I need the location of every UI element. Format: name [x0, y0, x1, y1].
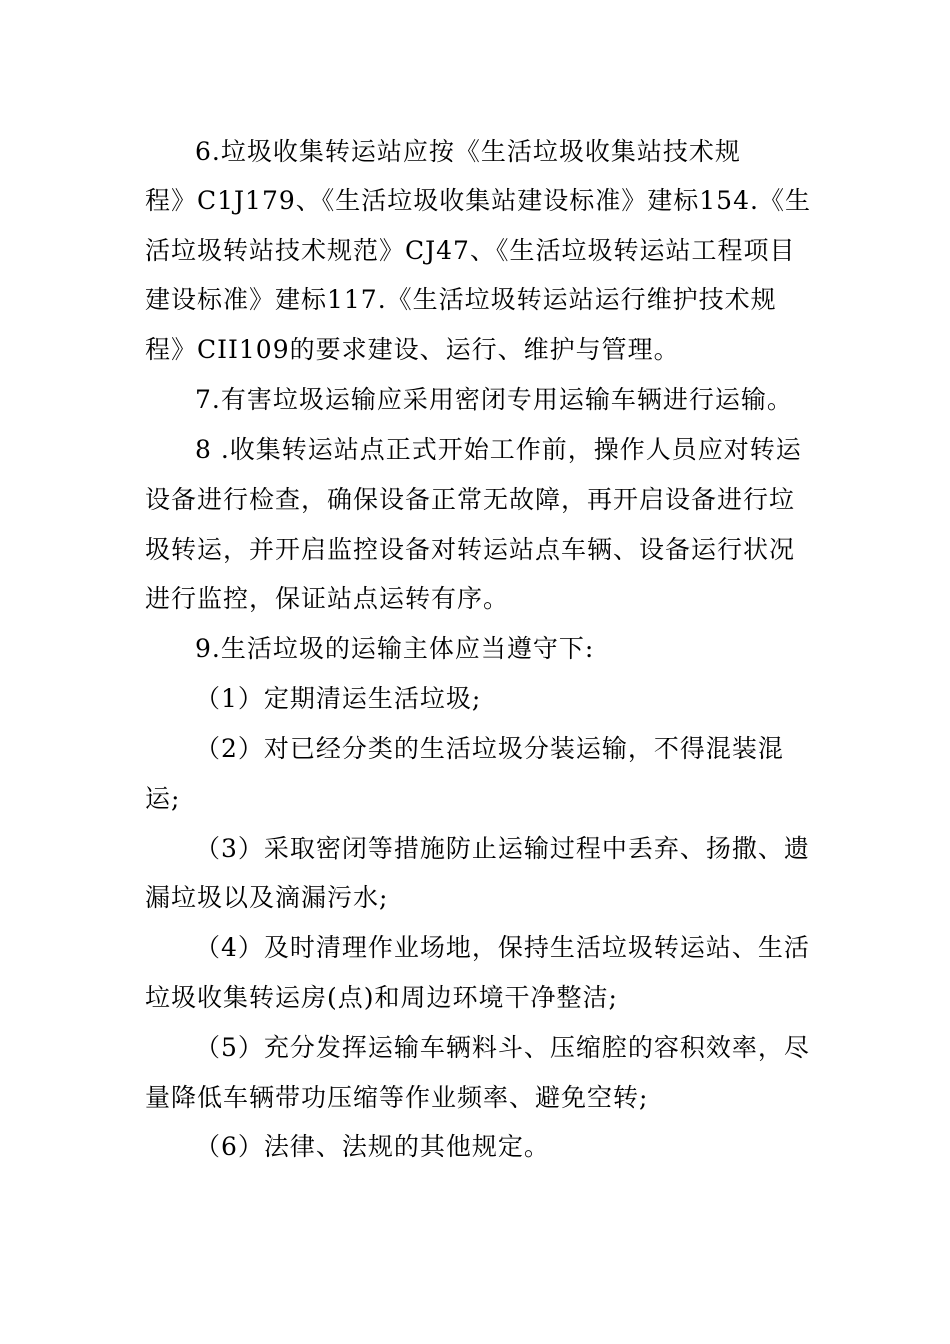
paragraph-8-line-1: 8 .收集转运站点正式开始工作前，操作人员应对转运: [195, 435, 802, 464]
paragraph-8-line-4: 进行监控，保证站点运转有序。: [145, 584, 510, 613]
paragraph-9-heading: 9.生活垃圾的运输主体应当遵守下:: [195, 634, 595, 663]
item-3-line-2: 漏垃圾以及滴漏污水;: [145, 883, 389, 912]
paragraph-8-line-3: 圾转运，并开启监控设备对转运站点车辆、设备运行状况: [145, 535, 796, 564]
paragraph-6-line-1: 6.垃圾收集转运站应按《生活垃圾收集站技术规: [195, 137, 741, 166]
item-6: （6）法律、法规的其他规定。: [195, 1132, 550, 1161]
item-5-line-2: 量降低车辆带功压缩等作业频率、避免空转;: [145, 1083, 649, 1112]
item-4-line-1: （4）及时清理作业场地，保持生活垃圾转运站、生活: [195, 933, 810, 962]
paragraph-7-line-1: 7.有害垃圾运输应采用密闭专用运输车辆进行运输。: [195, 385, 793, 414]
paragraph-6-line-2: 程》C1J179、《生活垃圾收集站建设标准》建标154.《生: [145, 186, 811, 215]
paragraph-8-line-2: 设备进行检查，确保设备正常无故障，再开启设备进行垃: [145, 485, 796, 514]
item-4-line-2: 垃圾收集转运房(点)和周边环境干净整洁;: [145, 983, 618, 1012]
item-2-line-1: （2）对已经分类的生活垃圾分装运输，不得混装混: [195, 734, 784, 763]
paragraph-6-line-4: 建设标准》建标117.《生活垃圾转运站运行维护技术规: [145, 285, 777, 314]
item-5-line-1: （5）充分发挥运输车辆料斗、压缩腔的容积效率，尽: [195, 1033, 810, 1062]
paragraph-6-line-3: 活垃圾转站技术规范》CJ47、《生活垃圾转运站工程项目: [145, 236, 796, 265]
item-1: （1）定期清运生活垃圾;: [195, 684, 482, 713]
item-3-line-1: （3）采取密闭等措施防止运输过程中丢弃、扬撒、遗: [195, 834, 810, 863]
item-2-line-2: 运;: [145, 784, 181, 813]
paragraph-6-line-5: 程》CII109的要求建设、运行、维护与管理。: [145, 335, 680, 364]
